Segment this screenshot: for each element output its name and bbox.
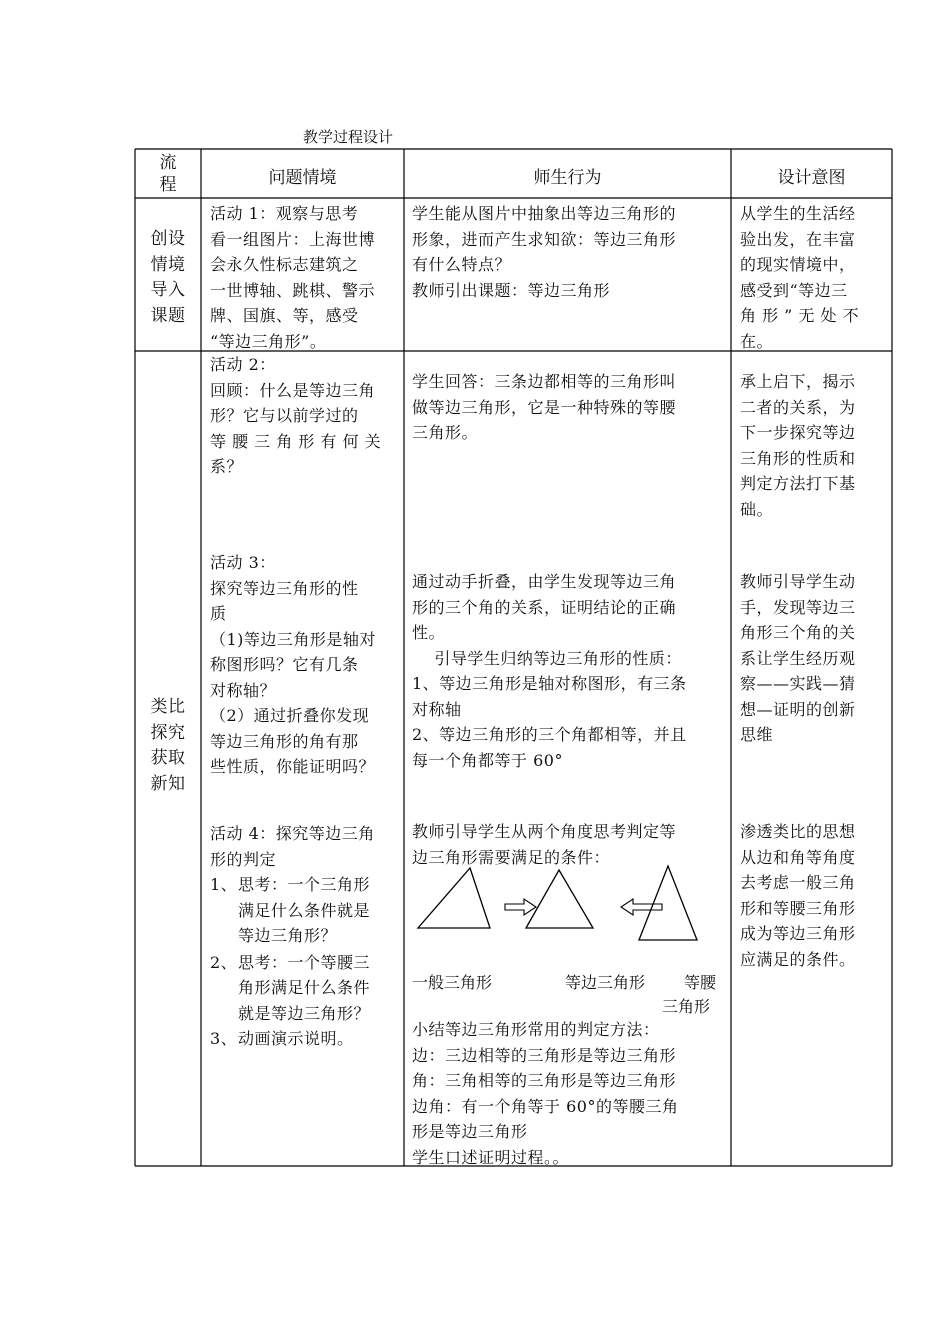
text-line: 形象，进而产生求知欲：等边三角形 [412,229,677,249]
text-line: 从学生的生活经 [740,204,856,223]
text-line: 活动 2： [210,355,276,374]
text-line: 感受到“等边三 [740,280,848,300]
text-line: 察——实践—猜 [740,674,856,693]
text-line: 三角形。 [412,423,479,442]
text-line: 应满足的条件。 [740,949,856,969]
text-line: 2、等边三角形的三个角都相等，并且 [412,725,687,744]
stage-label-create [135,227,201,329]
text-line: 边角：有一个角等于 60°的等腰三角 [412,1096,679,1116]
text-line: 想—证明的创新 [740,699,856,719]
text-line: 些性质，你能证明吗？ [210,757,376,776]
list-number: 2、 [210,952,238,972]
text-line: 边三角形需要满足的条件： [412,847,611,867]
isosceles-triangle [639,866,697,940]
text-line: 系？ [210,457,244,476]
text-line: 学生回答：三条边都相等的三角形叫 [412,372,677,391]
activity2-intent [740,369,886,522]
text-line: 活动 1：观察与思考 [210,204,359,223]
equilateral-triangle [526,870,593,928]
activity1-behavior [412,201,726,303]
text-line: 角形满足什么条件 [238,978,371,997]
header-intent: 设计意图 [777,168,846,188]
arrow-right-icon [505,899,536,915]
stage-label-line: 创设 [150,229,186,249]
text-line: 去考虑一般三角 [740,873,856,892]
activity3-behavior [412,569,726,773]
text-line: 的现实情境中， [740,255,856,274]
text-line: 活动 4：探究等边三角 [210,824,375,843]
stage-label-explore [135,695,201,797]
text-line: 角 形 ” 无 处 不 [740,306,860,325]
text-line: 一世博轴、跳棋、警示 [210,280,376,300]
triangle-label-isosceles: 等腰 [684,973,717,992]
header-process-line: 程 [159,175,177,195]
text-line: 形和等腰三角形 [740,898,856,918]
text-line: 通过动手折叠，由学生发现等边三角 [412,572,677,591]
text-line: （1)等边三角形是轴对 [210,629,376,649]
stage-label-line: 类比 [150,697,186,717]
text-line: 渗透类比的思想 [740,822,856,841]
text-line: 判定方法打下基 [740,474,856,493]
text-line: 在。 [740,331,774,351]
text-line: 等边三角形？ [238,926,338,945]
activity1-scenario [210,201,398,354]
text-line: 1、等边三角形是轴对称图形，有三条 [412,674,687,693]
text-line: 性。 [412,623,446,642]
header-process-line: 流 [159,153,177,173]
text-line: 形是等边三角形 [412,1122,528,1141]
list-item [210,1026,400,1052]
stage-label-line: 导入 [150,280,186,300]
text-line: 会永久性标志建筑之 [210,255,359,274]
text-line: 角形三个角的关 [740,623,856,642]
text-line: 下一步探究等边 [740,423,856,442]
activity3-scenario [210,550,398,780]
text-line: 看一组图片：上海世博 [210,229,376,249]
text-line: 牌、国旗、等，感受 [210,306,359,325]
activity2-scenario [210,352,398,480]
header-behavior: 师生行为 [533,168,602,188]
text-line: 等边三角形的角有那 [210,731,359,751]
activity4-scenario [210,821,400,1052]
list-item [210,872,400,949]
text-line: 小结等边三角形常用的判定方法： [412,1020,660,1039]
text-line: 承上启下，揭示 [740,372,856,391]
text-line: 础。 [740,499,774,519]
header-process [135,152,201,196]
text-line: 学生能从图片中抽象出等边三角形的 [412,204,677,223]
arrow-left-icon [621,899,662,915]
triangle-label-isosceles-cont: 三角形 [662,997,711,1016]
text-line: 活动 3： [210,553,276,572]
text-line: 形？它与以前学过的 [210,406,359,425]
text-line: （2）通过折叠你发现 [210,706,370,725]
stage-label-line: 探究 [150,722,186,743]
stage-label-line: 课题 [150,305,186,326]
text-line: “等边三角形”。 [210,331,327,351]
text-line: 做等边三角形，它是一种特殊的等腰 [412,397,677,417]
text-line: 对称轴？ [210,680,277,700]
text-line: 满足什么条件就是 [238,900,371,920]
text-line: 系让学生经历观 [740,648,856,668]
list-number: 3、 [210,1029,238,1048]
list-item [210,950,400,1027]
stage-label-line: 情境 [150,254,186,275]
text-line: 质 [210,604,227,623]
activity3-intent [740,569,886,748]
text-line: 思考：一个三角形 [238,875,371,894]
general-triangle [418,868,490,928]
triangle-label-equilateral: 等边三角形 [565,973,646,992]
stage-label-line: 获取 [150,748,186,768]
text-line: 边：三边相等的三角形是等边三角形 [412,1045,677,1065]
activity2-behavior [412,369,726,446]
text-line: 对称轴 [412,699,462,719]
text-line: 形的三个角的关系，证明结论的正确 [412,597,677,617]
text-line: 教师引导学生从两个角度思考判定等 [412,822,677,841]
text-line: 就是等边三角形？ [238,1003,371,1023]
text-line: 等 腰 三 角 形 有 何 关 [210,431,382,451]
text-line: 有什么特点？ [412,255,512,274]
triangle-diagram [410,860,730,950]
text-line: 思考：一个等腰三 [238,952,371,972]
text-line: 教师引导学生动 [740,572,856,591]
text-line: 验出发，在丰富 [740,229,856,249]
text-line: 称图形吗？它有几条 [210,655,359,674]
activity4-intent [740,819,886,972]
text-line: 思维 [740,725,774,744]
text-line: 学生口述证明过程。。 [412,1147,570,1167]
text-line: 探究等边三角形的性 [210,578,359,598]
text-line: 从边和角等角度 [740,847,856,867]
document-title: 教学过程设计 [303,128,394,146]
text-line: 动画演示说明。 [238,1029,354,1048]
activity4-behavior-summary [412,1017,728,1170]
stage-label-line: 新知 [150,773,186,794]
text-line: 形的判定 [210,849,277,869]
text-line: 角：三角相等的三角形是等边三角形 [412,1071,677,1090]
text-line: 每一个角都等于 60° [412,750,563,770]
activity1-intent [740,201,886,354]
text-line: 成为等边三角形 [740,924,856,943]
triangle-label-general: 一般三角形 [412,973,493,992]
text-line: 引导学生归纳等边三角形的性质： [412,648,682,668]
list-number: 1、 [210,875,238,894]
text-line: 二者的关系，为 [740,397,856,417]
text-line: 教师引出课题：等边三角形 [412,280,611,300]
text-line: 回顾：什么是等边三角 [210,380,376,400]
text-line: 三角形的性质和 [740,448,856,468]
header-scenario: 问题情境 [268,168,337,188]
text-line: 手，发现等边三 [740,597,856,617]
